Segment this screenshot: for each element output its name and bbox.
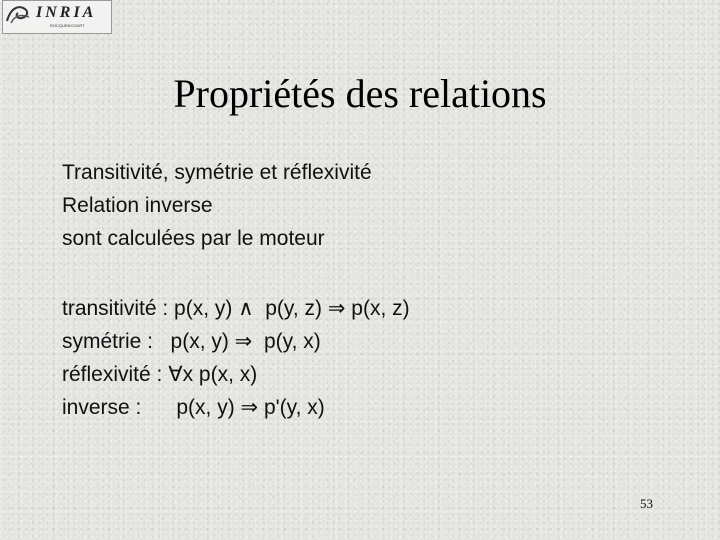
page-number: 53 (640, 496, 653, 511)
intro-line: sont calculées par le moteur (62, 227, 325, 250)
rules-list (62, 292, 410, 424)
inria-logo (2, 0, 112, 34)
logo-text: INRIA (36, 4, 97, 21)
logo-subtext: ROCQUENCOURT (50, 23, 85, 28)
inria-emblem-icon (5, 3, 33, 25)
intro-list (62, 156, 372, 255)
rule-reflexivity: réflexivité : ∀x p(x, x) (62, 363, 258, 386)
rule-transitivity: transitivité : p(x, y) ∧ p(y, z) ⇒ p(x, z) (62, 297, 410, 320)
intro-line: Transitivité, symétrie et réflexivité (62, 161, 372, 184)
intro-line: Relation inverse (62, 194, 213, 217)
rule-symmetry: symétrie : p(x, y) ⇒ p(y, x) (62, 330, 321, 353)
rule-inverse: inverse : p(x, y) ⇒ p'(y, x) (62, 396, 325, 419)
slide-title: Propriétés des relations (173, 71, 547, 116)
